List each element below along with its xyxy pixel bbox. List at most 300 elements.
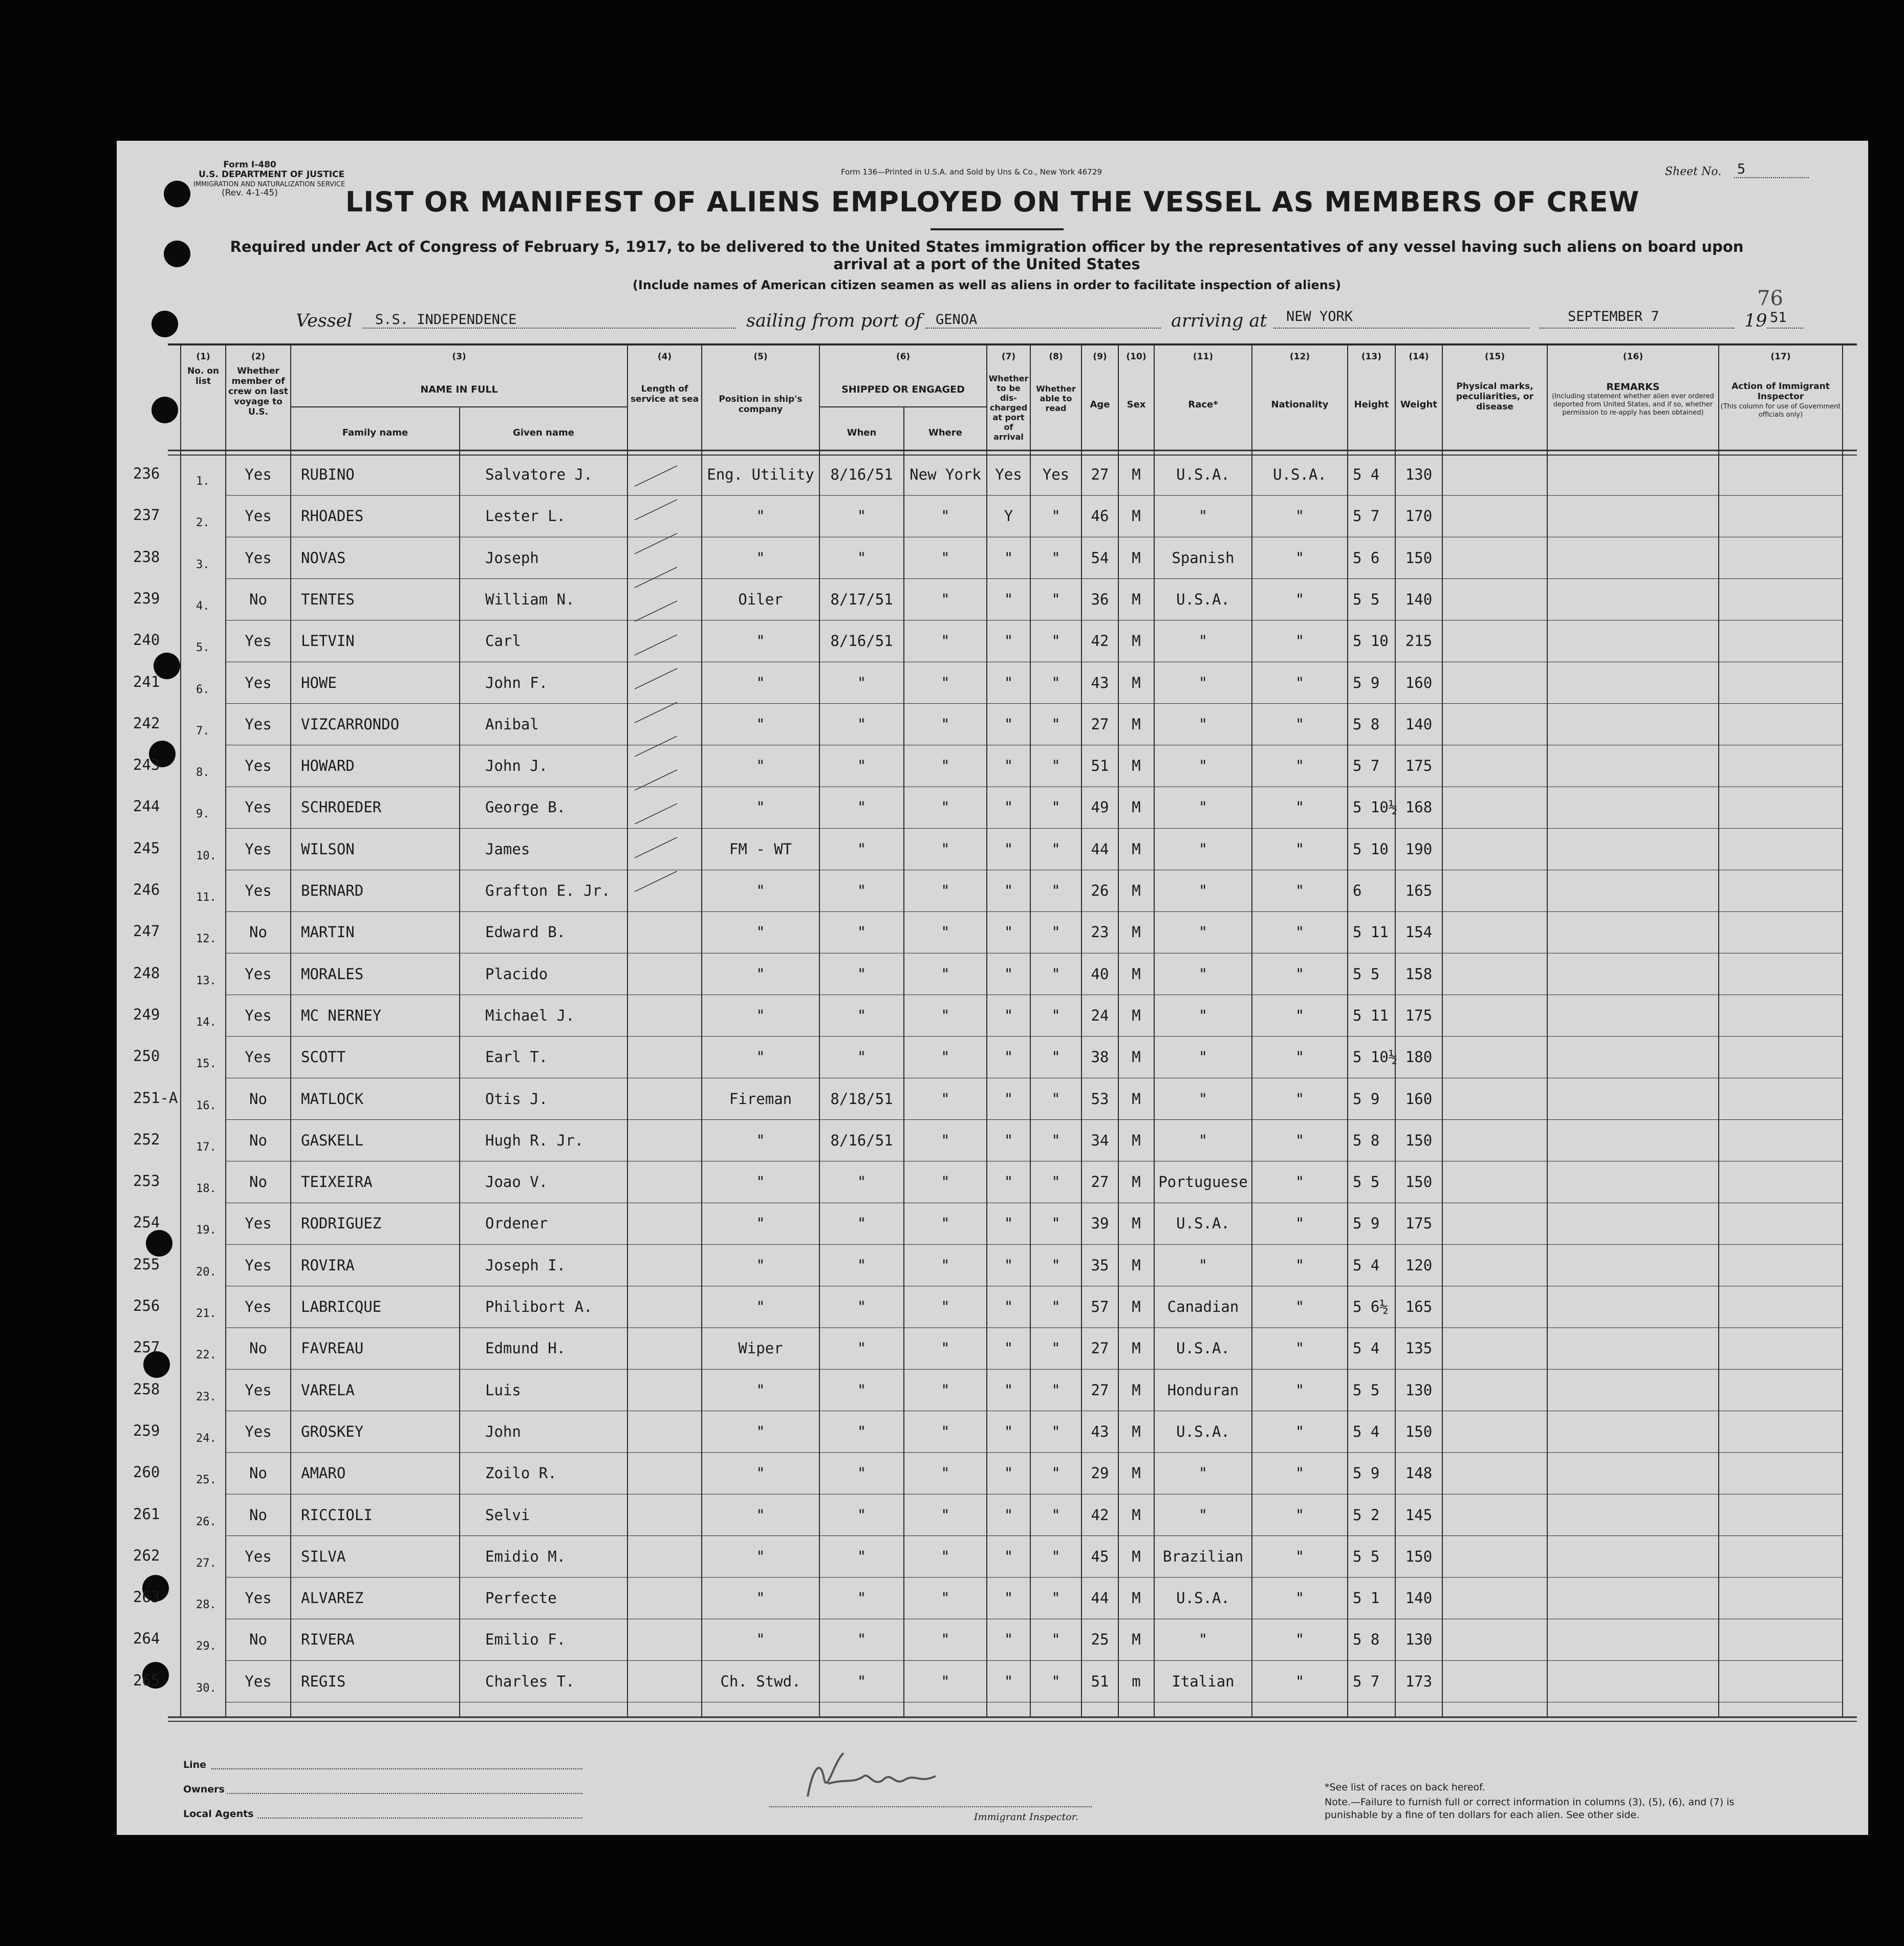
cell-given-name: Earl T.	[485, 1048, 548, 1066]
header-physical-marks: Physical marks, peculiarities, or disease	[1456, 381, 1534, 412]
header-remarks: REMARKS	[1606, 381, 1660, 393]
cell-given-name: Zoilo R.	[485, 1464, 557, 1482]
cell-discharged: "	[1004, 1006, 1013, 1024]
cell-age: 51	[1091, 757, 1109, 775]
header-where: Where	[928, 427, 962, 438]
cell-sex: M	[1132, 1048, 1141, 1066]
cell-last-voyage: Yes	[245, 1381, 272, 1399]
cell-race: "	[1198, 1464, 1208, 1482]
cell-weight: 140	[1405, 715, 1433, 733]
cell-race: "	[1198, 1256, 1208, 1274]
cell-race: U.S.A.	[1176, 1589, 1230, 1607]
cell-shipped-when: "	[857, 1506, 867, 1524]
row-line-number: 10.	[196, 849, 217, 862]
cell-sex: M	[1132, 1215, 1141, 1233]
cell-weight: 154	[1405, 923, 1433, 941]
cell-discharged: Y	[1004, 507, 1013, 525]
cell-family-name: SILVA	[301, 1547, 346, 1565]
cell-nationality: "	[1295, 1256, 1305, 1274]
column-number: (9)	[1093, 352, 1107, 362]
cell-age: 49	[1091, 798, 1109, 816]
row-margin-number: 252	[133, 1130, 160, 1148]
row-margin-number: 254	[133, 1214, 160, 1231]
printer-line: Form 136—Printed in U.S.A. and Sold by Uns & Co., New York 46729	[841, 167, 1102, 177]
cell-shipped-where: "	[941, 590, 950, 608]
cell-discharged: "	[1004, 1506, 1013, 1524]
cell-shipped-where: "	[941, 1381, 950, 1399]
cell-age: 44	[1091, 1589, 1109, 1607]
cell-age: 27	[1091, 1381, 1109, 1399]
cell-position: "	[756, 923, 765, 941]
cell-sex: M	[1132, 965, 1141, 983]
cell-nationality: "	[1295, 882, 1305, 899]
cell-weight: 170	[1405, 507, 1433, 525]
cell-family-name: VARELA	[301, 1381, 355, 1399]
cell-age: 46	[1091, 507, 1109, 525]
inspector-signature	[797, 1748, 961, 1804]
cell-shipped-when: "	[857, 1422, 867, 1440]
cell-height: 5 4	[1353, 1422, 1380, 1440]
cell-race: U.S.A.	[1176, 1422, 1230, 1440]
column-number: (17)	[1770, 352, 1791, 362]
column-number: (11)	[1193, 352, 1214, 362]
cell-given-name: John J.	[485, 757, 548, 775]
cell-sex: M	[1132, 466, 1141, 483]
cell-height: 5 1	[1353, 1589, 1380, 1607]
cell-age: 27	[1091, 715, 1109, 733]
cell-shipped-where: "	[941, 507, 950, 525]
cell-shipped-when: "	[857, 1006, 867, 1024]
row-line-number: 15.	[196, 1057, 217, 1071]
row-line-number: 26.	[196, 1515, 217, 1528]
cell-discharged: "	[1004, 1464, 1013, 1482]
cell-given-name: Perfecte	[485, 1589, 557, 1607]
column-number: (1)	[196, 352, 210, 362]
row-line-number: 9.	[196, 808, 210, 821]
cell-able-to-read: "	[1051, 798, 1061, 816]
cell-sex: M	[1132, 632, 1141, 650]
cell-position: "	[756, 1464, 765, 1482]
cell-able-to-read: "	[1051, 1215, 1061, 1233]
cell-height: 5 4	[1353, 466, 1380, 483]
cell-height: 5 10	[1353, 840, 1389, 858]
cell-last-voyage: Yes	[245, 549, 272, 567]
header-no-on-list: No. on list	[187, 366, 220, 386]
cell-able-to-read: "	[1051, 590, 1061, 608]
cell-able-to-read: "	[1051, 1422, 1061, 1440]
cell-sex: M	[1132, 757, 1141, 775]
cell-nationality: "	[1295, 757, 1305, 775]
cell-race: Spanish	[1172, 549, 1235, 567]
row-margin-number: 263	[133, 1588, 160, 1606]
cell-age: 35	[1091, 1256, 1109, 1274]
cell-weight: 175	[1405, 1215, 1433, 1233]
cell-weight: 173	[1405, 1672, 1433, 1690]
cell-last-voyage: No	[249, 1131, 267, 1149]
row-line-number: 21.	[196, 1307, 217, 1320]
cell-nationality: "	[1295, 1422, 1305, 1440]
column-number: (13)	[1361, 352, 1382, 362]
cell-race: Brazilian	[1162, 1547, 1244, 1565]
header-sex: Sex	[1127, 399, 1146, 410]
cell-race: U.S.A.	[1176, 1215, 1230, 1233]
cell-shipped-when: "	[857, 1672, 867, 1690]
row-line-number: 25.	[196, 1474, 217, 1487]
cell-given-name: Hugh R. Jr.	[485, 1131, 584, 1149]
row-line-number: 8.	[196, 766, 210, 780]
row-line-number: 20.	[196, 1265, 217, 1279]
cell-shipped-when: "	[857, 549, 867, 567]
row-line-number: 16.	[196, 1099, 217, 1112]
cell-family-name: MORALES	[301, 965, 364, 983]
sailing-label: sailing from port of	[746, 311, 922, 331]
cell-last-voyage: Yes	[245, 1256, 272, 1274]
cell-last-voyage: Yes	[245, 632, 272, 650]
cell-family-name: FAVREAU	[301, 1339, 364, 1357]
cell-shipped-where: "	[941, 674, 950, 691]
cell-discharged: Yes	[995, 466, 1022, 483]
cell-race: U.S.A.	[1176, 590, 1230, 608]
vessel-label: Vessel	[296, 311, 353, 331]
cell-race: "	[1198, 1006, 1208, 1024]
cell-given-name: John	[485, 1422, 521, 1440]
arriving-label: arriving at	[1171, 311, 1267, 331]
cell-able-to-read: "	[1051, 1006, 1061, 1024]
cell-height: 5 10½	[1353, 798, 1398, 816]
cell-age: 45	[1091, 1547, 1109, 1565]
cell-nationality: "	[1295, 1506, 1305, 1524]
cell-discharged: "	[1004, 1672, 1013, 1690]
cell-given-name: George B.	[485, 798, 566, 816]
cell-position: "	[756, 1547, 765, 1565]
cell-last-voyage: Yes	[245, 1547, 272, 1565]
cell-race: "	[1198, 798, 1208, 816]
cell-last-voyage: Yes	[245, 882, 272, 899]
pencil-tick	[635, 567, 677, 588]
cell-height: 5 8	[1353, 1131, 1380, 1149]
cell-weight: 150	[1405, 549, 1433, 567]
cell-able-to-read: "	[1051, 1672, 1061, 1690]
cell-able-to-read: "	[1051, 1381, 1061, 1399]
cell-last-voyage: Yes	[245, 840, 272, 858]
cell-height: 5 4	[1353, 1256, 1380, 1274]
cell-discharged: "	[1004, 549, 1013, 567]
cell-nationality: "	[1295, 1589, 1305, 1607]
cell-discharged: "	[1004, 632, 1013, 650]
cell-given-name: Charles T.	[485, 1672, 575, 1690]
cell-position: "	[756, 715, 765, 733]
cell-position: "	[756, 1506, 765, 1524]
port-to: NEW YORK	[1286, 309, 1353, 325]
cell-height: 5 9	[1353, 1215, 1380, 1233]
row-line-number: 14.	[196, 1015, 217, 1029]
cell-shipped-where: "	[941, 1422, 950, 1440]
cell-height: 5 7	[1353, 1672, 1380, 1690]
cell-able-to-read: Yes	[1042, 466, 1070, 483]
cell-age: 42	[1091, 632, 1109, 650]
header-remarks-note: (Including statement whether alien ever ordered deported from United States, and if so, whether permission to re-apply has been obtained)	[1552, 393, 1714, 417]
pencil-tick	[635, 871, 677, 892]
cell-nationality: "	[1295, 965, 1305, 983]
row-line-number: 2.	[196, 516, 210, 530]
cell-position: Eng. Utility	[707, 466, 814, 483]
cell-position: "	[756, 1006, 765, 1024]
cell-weight: 148	[1405, 1464, 1433, 1482]
row-line-number: 29.	[196, 1640, 217, 1653]
cell-shipped-where: "	[941, 882, 950, 899]
header-action: Action of Immigrant Inspector	[1732, 381, 1830, 402]
arrival-date: SEPTEMBER 7	[1568, 309, 1659, 325]
cell-age: 39	[1091, 1215, 1109, 1233]
cell-height: 5 4	[1353, 1339, 1380, 1357]
cell-shipped-when: "	[857, 1256, 867, 1274]
form-number: Form I-480	[223, 160, 276, 170]
cell-discharged: "	[1004, 1090, 1013, 1108]
cell-height: 5 7	[1353, 757, 1380, 775]
header-last-voyage: Whether member of crew on last voyage to U.S.	[228, 366, 288, 417]
cell-able-to-read: "	[1051, 1090, 1061, 1108]
row-line-number: 13.	[196, 974, 217, 987]
cell-shipped-when: "	[857, 1464, 867, 1482]
races-note: *See list of races on back hereof.	[1325, 1782, 1485, 1793]
cell-shipped-when: "	[857, 1048, 867, 1066]
column-number: (12)	[1289, 352, 1310, 362]
cell-race: "	[1198, 1090, 1208, 1108]
cell-last-voyage: Yes	[245, 1298, 272, 1315]
row-margin-number: 241	[133, 673, 160, 690]
line-field	[211, 1768, 582, 1769]
cell-sex: M	[1132, 1256, 1141, 1274]
cell-age: 29	[1091, 1464, 1109, 1482]
cell-family-name: RHOADES	[301, 507, 364, 525]
cell-age: 23	[1091, 923, 1109, 941]
cell-race: "	[1198, 1048, 1208, 1066]
cell-sex: M	[1132, 674, 1141, 691]
cell-last-voyage: No	[249, 1090, 267, 1108]
cell-position: "	[756, 632, 765, 650]
cell-sex: M	[1132, 1631, 1141, 1649]
cell-given-name: Edward B.	[485, 923, 566, 941]
cell-sex: M	[1132, 590, 1141, 608]
cell-sex: M	[1132, 1339, 1141, 1357]
cell-sex: M	[1132, 840, 1141, 858]
cell-nationality: "	[1295, 632, 1305, 650]
cell-family-name: NOVAS	[301, 549, 346, 567]
row-margin-number: 249	[133, 1005, 160, 1023]
cell-given-name: Emilio F.	[485, 1631, 566, 1649]
row-margin-number: 255	[133, 1255, 160, 1273]
local-agents-field	[257, 1818, 582, 1819]
row-margin-number: 247	[133, 922, 160, 940]
row-margin-number: 259	[133, 1421, 160, 1439]
cell-shipped-when: "	[857, 715, 867, 733]
cell-height: 5 8	[1353, 1631, 1380, 1649]
cell-discharged: "	[1004, 1547, 1013, 1565]
cell-shipped-where: "	[941, 632, 950, 650]
pencil-tick	[635, 702, 677, 723]
cell-shipped-when: 8/16/51	[830, 1131, 893, 1149]
cell-given-name: Luis	[485, 1381, 521, 1399]
cell-family-name: TENTES	[301, 590, 355, 608]
cell-age: 27	[1091, 1339, 1109, 1357]
cell-race: "	[1198, 1506, 1208, 1524]
column-number: (2)	[251, 352, 266, 362]
row-margin-number: 257	[133, 1338, 160, 1356]
cell-shipped-where: "	[941, 1048, 950, 1066]
row-margin-number: 244	[133, 797, 160, 815]
year-prefix: 19	[1744, 311, 1767, 331]
cell-sex: M	[1132, 798, 1141, 816]
cell-sex: M	[1132, 1090, 1141, 1108]
row-margin-number: 246	[133, 881, 160, 898]
cell-sex: M	[1132, 1464, 1141, 1482]
row-margin-number: 236	[133, 465, 160, 482]
cell-nationality: "	[1295, 1090, 1305, 1108]
document-subtitle: Required under Act of Congress of February 5, 1917, to be delivered to the United States immigration officer by the representatives of any vessel having such aliens on board upon arrival at a port of the United States	[230, 238, 1744, 273]
cell-family-name: AMARO	[301, 1464, 346, 1482]
header-shipped-engaged: SHIPPED OR ENGAGED	[841, 384, 965, 395]
cell-weight: 160	[1405, 1090, 1433, 1108]
cell-discharged: "	[1004, 1298, 1013, 1315]
cell-race: "	[1198, 757, 1208, 775]
row-margin-number: 248	[133, 964, 160, 982]
cell-shipped-where: "	[941, 1672, 950, 1690]
cell-weight: 150	[1405, 1173, 1433, 1191]
cell-position: "	[756, 507, 765, 525]
cell-able-to-read: "	[1051, 1547, 1061, 1565]
cell-last-voyage: No	[249, 1173, 267, 1191]
cell-able-to-read: "	[1051, 1173, 1061, 1191]
row-margin-number: 261	[133, 1505, 160, 1523]
cell-able-to-read: "	[1051, 882, 1061, 899]
cell-weight: 215	[1405, 632, 1433, 650]
row-line-number: 12.	[196, 933, 217, 946]
cell-last-voyage: Yes	[245, 1006, 272, 1024]
cell-sex: M	[1132, 507, 1141, 525]
row-line-number: 1.	[196, 475, 210, 488]
cell-height: 5 9	[1353, 674, 1380, 691]
cell-discharged: "	[1004, 757, 1013, 775]
cell-shipped-where: "	[941, 1215, 950, 1233]
cell-nationality: "	[1295, 715, 1305, 733]
cell-race: "	[1198, 923, 1208, 941]
header-race: Race*	[1188, 399, 1218, 410]
pencil-tick	[635, 736, 677, 756]
cell-race: Italian	[1172, 1672, 1235, 1690]
cell-able-to-read: "	[1051, 1048, 1061, 1066]
sheet-number: 5	[1734, 161, 1809, 178]
cell-able-to-read: "	[1051, 549, 1061, 567]
header-family-name: Family name	[342, 427, 408, 438]
cell-position: "	[756, 1256, 765, 1274]
cell-nationality: "	[1295, 590, 1305, 608]
row-margin-number: 237	[133, 506, 160, 524]
cell-age: 43	[1091, 1422, 1109, 1440]
cell-given-name: Joseph I.	[485, 1256, 566, 1274]
cell-able-to-read: "	[1051, 840, 1061, 858]
row-margin-number: 240	[133, 631, 160, 649]
cell-nationality: "	[1295, 549, 1305, 567]
cell-discharged: "	[1004, 674, 1013, 691]
pencil-tick	[635, 635, 677, 655]
cell-discharged: "	[1004, 590, 1013, 608]
cell-height: 5 2	[1353, 1506, 1380, 1524]
page-stamp-number: 76	[1757, 287, 1783, 310]
header-able-to-read: Whether able to read	[1036, 384, 1076, 413]
row-line-number: 17.	[196, 1140, 217, 1154]
cell-nationality: "	[1295, 1464, 1305, 1482]
pencil-tick	[635, 668, 677, 689]
row-line-number: 28.	[196, 1598, 217, 1612]
cell-race: "	[1198, 840, 1208, 858]
cell-weight: 130	[1405, 1631, 1433, 1649]
cell-sex: M	[1132, 923, 1141, 941]
cell-last-voyage: Yes	[245, 1672, 272, 1690]
cell-position: Fireman	[729, 1090, 792, 1108]
cell-position: "	[756, 1631, 765, 1649]
row-line-number: 5.	[196, 641, 210, 655]
cell-given-name: Ordener	[485, 1215, 548, 1233]
cell-race: "	[1198, 965, 1208, 983]
penalty-note: Note.—Failure to furnish full or correct information in columns (3), (5), (6), and (7) is punishable by a fine of ten dollars for each alien. See other side.	[1325, 1797, 1735, 1821]
cell-discharged: "	[1004, 1422, 1013, 1440]
cell-shipped-when: 8/17/51	[830, 590, 893, 608]
cell-last-voyage: No	[249, 1339, 267, 1357]
cell-race: Honduran	[1167, 1381, 1239, 1399]
cell-age: 24	[1091, 1006, 1109, 1024]
cell-position: Wiper	[738, 1339, 783, 1357]
cell-family-name: HOWE	[301, 674, 337, 691]
cell-last-voyage: No	[249, 1631, 267, 1649]
cell-shipped-when: "	[857, 1173, 867, 1191]
cell-weight: 130	[1405, 466, 1433, 483]
column-number: (4)	[657, 352, 672, 362]
cell-shipped-when: "	[857, 1547, 867, 1565]
cell-shipped-where: "	[941, 1173, 950, 1191]
cell-sex: m	[1132, 1672, 1141, 1690]
cell-height: 5 11	[1353, 923, 1389, 941]
cell-race: U.S.A.	[1176, 1339, 1230, 1357]
cell-position: "	[756, 1048, 765, 1066]
cell-discharged: "	[1004, 1131, 1013, 1149]
cell-family-name: ROVIRA	[301, 1256, 355, 1274]
cell-shipped-when: "	[857, 1339, 867, 1357]
cell-given-name: William N.	[485, 590, 575, 608]
row-line-number: 30.	[196, 1681, 217, 1695]
pencil-tick	[635, 770, 677, 790]
header-weight: Weight	[1400, 399, 1437, 410]
cell-family-name: SCHROEDER	[301, 798, 382, 816]
cell-nationality: "	[1295, 507, 1305, 525]
cell-nationality: "	[1295, 923, 1305, 941]
form-rev: (Rev. 4-1-45)	[222, 188, 278, 198]
cell-sex: M	[1132, 715, 1141, 733]
cell-height: 6	[1353, 882, 1362, 899]
cell-family-name: RICCIOLI	[301, 1506, 373, 1524]
cell-family-name: REGIS	[301, 1672, 346, 1690]
cell-discharged: "	[1004, 1339, 1013, 1357]
cell-shipped-where: "	[941, 1464, 950, 1482]
cell-family-name: GROSKEY	[301, 1422, 364, 1440]
vessel-name: S.S. INDEPENDENCE	[375, 312, 517, 328]
cell-age: 34	[1091, 1131, 1109, 1149]
header-position: Position in ship's company	[719, 394, 803, 415]
cell-height: 5 5	[1353, 590, 1380, 608]
cell-sex: M	[1132, 1422, 1141, 1440]
row-line-number: 23.	[196, 1390, 217, 1403]
column-number: (7)	[1001, 352, 1016, 362]
row-line-number: 18.	[196, 1182, 217, 1196]
